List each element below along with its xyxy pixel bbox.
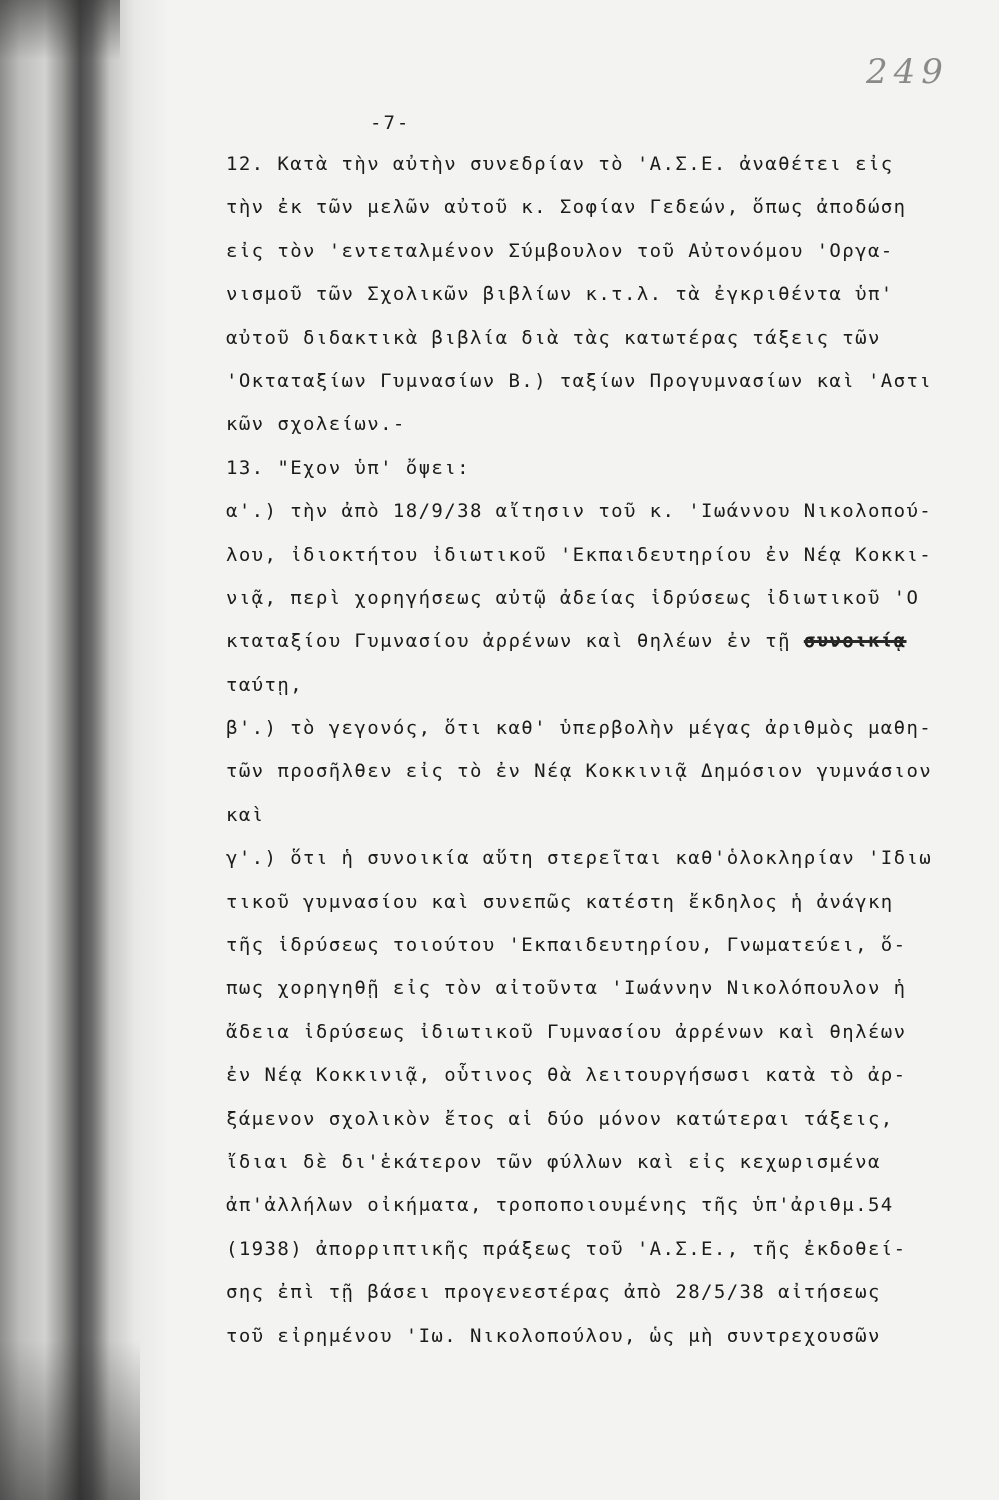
line-text: σης ἐπὶ τῇ βάσει προγενεστέρας ἀπὸ 28/5/38 αἰτήσεως <box>226 1281 881 1304</box>
line-text: ξάμενον σχολικὸν ἔτος αἱ δύο μόνον κατώτεραι τάξεις, <box>226 1107 894 1130</box>
line-text: αὐτοῦ διδακτικὰ βιβλία διὰ τὰς κατωτέρας τάξεις τῶν <box>226 326 881 349</box>
line-text: τῆς ἱδρύσεως τοιούτου 'Εκπαιδευτηρίου, Γνωματεύει, ὅ- <box>226 934 907 957</box>
text-line <box>226 447 991 490</box>
text-line <box>226 317 991 360</box>
line-text: ταύτῃ, <box>226 673 304 696</box>
text-line <box>226 924 991 967</box>
text-line <box>226 620 991 663</box>
text-line <box>226 273 991 316</box>
text-line <box>226 1054 991 1097</box>
text-line <box>226 707 991 750</box>
line-text: β'.) τὸ γεγονός, ὅτι καθ' ὑπερβολὴν μέγας ἀριθμὸς μαθη- <box>226 717 933 740</box>
line-text: τὴν ἐκ τῶν μελῶν αὐτοῦ κ. Σοφίαν Γεδεών, ὅπως ἀποδώση <box>226 196 907 219</box>
line-text: 13. "Εχον ὑπ' ὄψει: <box>226 456 470 479</box>
line-text: 'Οκταταξίων Γυμνασίων Β.) ταξίων Προγυμνασίων καὶ 'Αστι <box>226 369 933 392</box>
text-line <box>226 1315 991 1358</box>
line-text: α'.) τὴν ἀπὸ 18/9/38 αἴτησιν τοῦ κ. 'Ιωάννου Νικολοπού- <box>226 500 933 523</box>
line-text: κῶν σχολείων.- <box>226 413 406 436</box>
line-text: καὶ <box>226 803 265 826</box>
handwritten-folio-number: 249 <box>866 52 949 92</box>
line-text: ἀπ'ἀλλήλων οἰκήματα, τροποποιουμένης τῆς ὑπ'ἀριθμ.54 <box>226 1194 894 1217</box>
document-body <box>226 143 991 1358</box>
line-text: ἄδεια ἱδρύσεως ἰδιωτικοῦ Γυμνασίου ἀρρένων καὶ θηλέων <box>226 1020 907 1043</box>
line-text: (1938) ἀπορριπτικῆς πράξεως τοῦ 'Α.Σ.Ε., τῆς ἐκδοθεί- <box>226 1237 907 1260</box>
text-line <box>226 1184 991 1227</box>
binding-gutter-shadow <box>0 0 170 1500</box>
line-text: ἐν Νέᾳ Κοκκινιᾷ, οὗτινος θὰ λειτουργήσωσι κατὰ τὸ ἀρ- <box>226 1064 907 1087</box>
line-text: τῶν προσῆλθεν εἰς τὸ ἐν Νέᾳ Κοκκινιᾷ Δημόσιον γυμνάσιον <box>226 760 933 783</box>
gutter-bottom-shadow <box>0 1340 140 1500</box>
text-line <box>226 664 991 707</box>
line-text: τικοῦ γυμνασίου καὶ συνεπῶς κατέστη ἔκδηλος ἡ ἀνάγκη <box>226 890 894 913</box>
line-text: εἰς τὸν 'εντεταλμένον Σύμβουλον τοῦ Αὐτονόμου 'Οργα- <box>226 239 894 262</box>
text-line <box>226 881 991 924</box>
text-line <box>226 967 991 1010</box>
text-line <box>226 1141 991 1184</box>
line-text: νιᾷ, περὶ χορηγήσεως αὐτῷ ἀδείας ἱδρύσεως ἰδιωτικοῦ 'Ο <box>226 586 920 609</box>
text-line <box>226 1098 991 1141</box>
text-line <box>226 837 991 880</box>
text-line <box>226 794 991 837</box>
text-line <box>226 1011 991 1054</box>
struck-out-word: συνοικίᾳ <box>803 630 907 653</box>
text-line <box>226 360 991 403</box>
page-number: -7- <box>370 112 411 134</box>
text-line <box>226 490 991 533</box>
line-text: γ'.) ὅτι ἡ συνοικία αὕτη στερεῖται καθ'ὁλοκληρίαν 'Ιδιω <box>226 847 933 870</box>
line-text: πως χορηγηθῇ εἰς τὸν αἰτοῦντα 'Ιωάννην Νικολόπουλον ἡ <box>226 977 907 1000</box>
line-text: 12. Κατὰ τὴν αὐτὴν συνεδρίαν τὸ 'Α.Σ.Ε. ἀναθέτει εἰς <box>226 153 894 175</box>
text-line <box>226 230 991 273</box>
text-line <box>226 750 991 793</box>
line-text: κταταξίου Γυμνασίου ἀρρένων καὶ θηλέων ἐν τῇ <box>226 630 804 653</box>
text-line <box>226 577 991 620</box>
line-text: λου, ἰδιοκτήτου ἰδιωτικοῦ 'Εκπαιδευτηρίου ἐν Νέᾳ Κοκκι- <box>226 543 933 566</box>
line-text: ἴδιαι δὲ δι'ἑκάτερον τῶν φύλλων καὶ εἰς κεχωρισμένα <box>226 1150 881 1173</box>
text-line <box>226 1271 991 1314</box>
line-text: τοῦ εἰρημένου 'Ιω. Νικολοπούλου, ὡς μὴ συντρεχουσῶν <box>226 1324 881 1347</box>
text-line <box>226 534 991 577</box>
text-line <box>226 143 991 186</box>
text-line <box>226 186 991 229</box>
line-text: νισμοῦ τῶν Σχολικῶν βιβλίων κ.τ.λ. τὰ ἐγκριθέντα ὑπ' <box>226 283 894 306</box>
text-line <box>226 403 991 446</box>
gutter-top-shadow <box>0 0 120 60</box>
text-line <box>226 1228 991 1271</box>
